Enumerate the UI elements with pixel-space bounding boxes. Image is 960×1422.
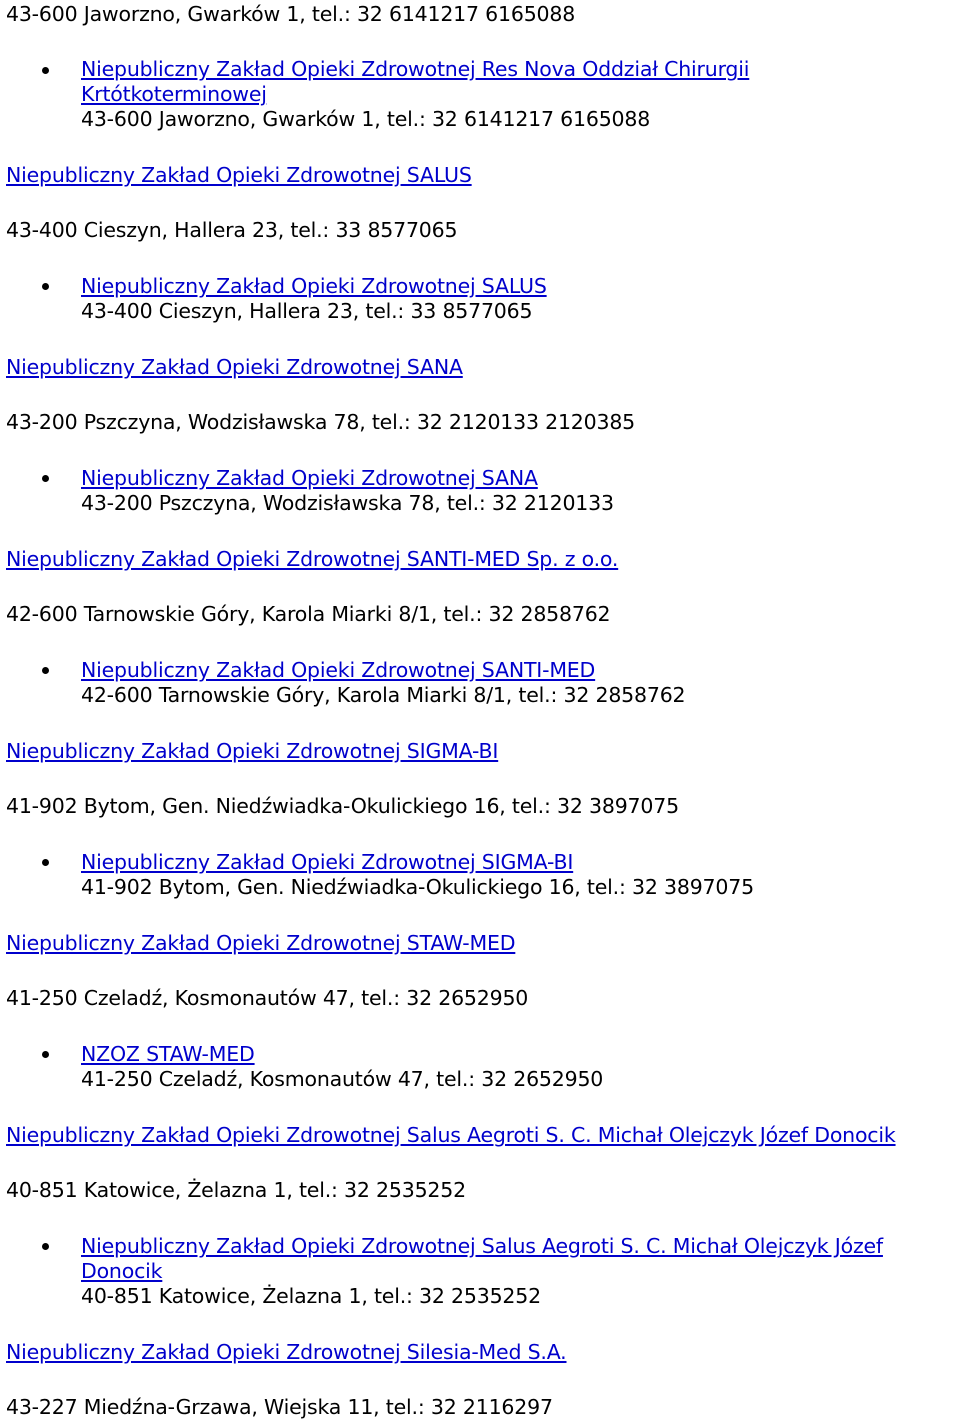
facility-link[interactable]: Niepubliczny Zakład Opieki Zdrowotnej Salus Aegroti S. C. Michał Olejczyk Józef Donocik (6, 1123, 896, 1147)
address-text: 43-400 Cieszyn, Hallera 23, tel.: 33 8577065 (81, 299, 533, 323)
address-text: 43-200 Pszczyna, Wodzisławska 78, tel.: 32 2120133 (81, 491, 614, 515)
address-text: 43-227 Miedźna-Grzawa, Wiejska 11, tel.: 32 2116297 (6, 1395, 553, 1419)
bullet-icon (42, 67, 49, 74)
bullet-icon (42, 667, 49, 674)
facility-link[interactable]: NZOZ STAW-MED (81, 1042, 255, 1066)
address-text: 42-600 Tarnowskie Góry, Karola Miarki 8/1, tel.: 32 2858762 (6, 602, 611, 626)
address-text: 41-902 Bytom, Gen. Niedźwiadka-Okulickiego 16, tel.: 32 3897075 (6, 794, 679, 818)
facility-link[interactable]: Niepubliczny Zakład Opieki Zdrowotnej SANA (6, 355, 463, 379)
address-text: 41-250 Czeladź, Kosmonautów 47, tel.: 32 2652950 (6, 986, 529, 1010)
address-text: 43-200 Pszczyna, Wodzisławska 78, tel.: 32 2120133 2120385 (6, 410, 636, 434)
facility-link[interactable]: Niepubliczny Zakład Opieki Zdrowotnej SALUS (6, 163, 472, 187)
facility-link[interactable]: Niepubliczny Zakład Opieki Zdrowotnej SANTI-MED (81, 658, 596, 682)
facility-link[interactable]: Niepubliczny Zakład Opieki Zdrowotnej Res Nova Oddział Chirurgii (81, 57, 750, 81)
address-text: 43-600 Jaworzno, Gwarków 1, tel.: 32 6141217 6165088 (6, 2, 576, 26)
bullet-icon (42, 475, 49, 482)
facility-link[interactable]: Niepubliczny Zakład Opieki Zdrowotnej Salus Aegroti S. C. Michał Olejczyk Józef (81, 1234, 883, 1258)
address-text: 41-902 Bytom, Gen. Niedźwiadka-Okulickiego 16, tel.: 32 3897075 (81, 875, 754, 899)
address-text: 42-600 Tarnowskie Góry, Karola Miarki 8/1, tel.: 32 2858762 (81, 683, 686, 707)
bullet-icon (42, 1243, 49, 1250)
facility-link[interactable]: Niepubliczny Zakład Opieki Zdrowotnej SANTI-MED Sp. z o.o. (6, 547, 619, 571)
facility-link[interactable]: Niepubliczny Zakład Opieki Zdrowotnej SANA (81, 466, 538, 490)
facility-link[interactable]: Niepubliczny Zakład Opieki Zdrowotnej Silesia-Med S.A. (6, 1340, 567, 1364)
bullet-icon (42, 859, 49, 866)
facility-link[interactable]: Donocik (81, 1259, 163, 1283)
address-text: 43-400 Cieszyn, Hallera 23, tel.: 33 8577065 (6, 218, 458, 242)
bullet-icon (42, 1051, 49, 1058)
facility-link[interactable]: Niepubliczny Zakład Opieki Zdrowotnej SIGMA-BI (81, 850, 574, 874)
address-text: 40-851 Katowice, Żelazna 1, tel.: 32 2535252 (6, 1178, 466, 1202)
address-text: 40-851 Katowice, Żelazna 1, tel.: 32 2535252 (81, 1284, 541, 1308)
facility-link[interactable]: Niepubliczny Zakład Opieki Zdrowotnej STAW-MED (6, 931, 516, 955)
facility-link[interactable]: Krtótkoterminowej (81, 82, 267, 106)
facility-link[interactable]: Niepubliczny Zakład Opieki Zdrowotnej SALUS (81, 274, 547, 298)
address-text: 43-600 Jaworzno, Gwarków 1, tel.: 32 6141217 6165088 (81, 107, 651, 131)
address-text: 41-250 Czeladź, Kosmonautów 47, tel.: 32 2652950 (81, 1067, 604, 1091)
facility-link[interactable]: Niepubliczny Zakład Opieki Zdrowotnej SIGMA-BI (6, 739, 499, 763)
bullet-icon (42, 283, 49, 290)
